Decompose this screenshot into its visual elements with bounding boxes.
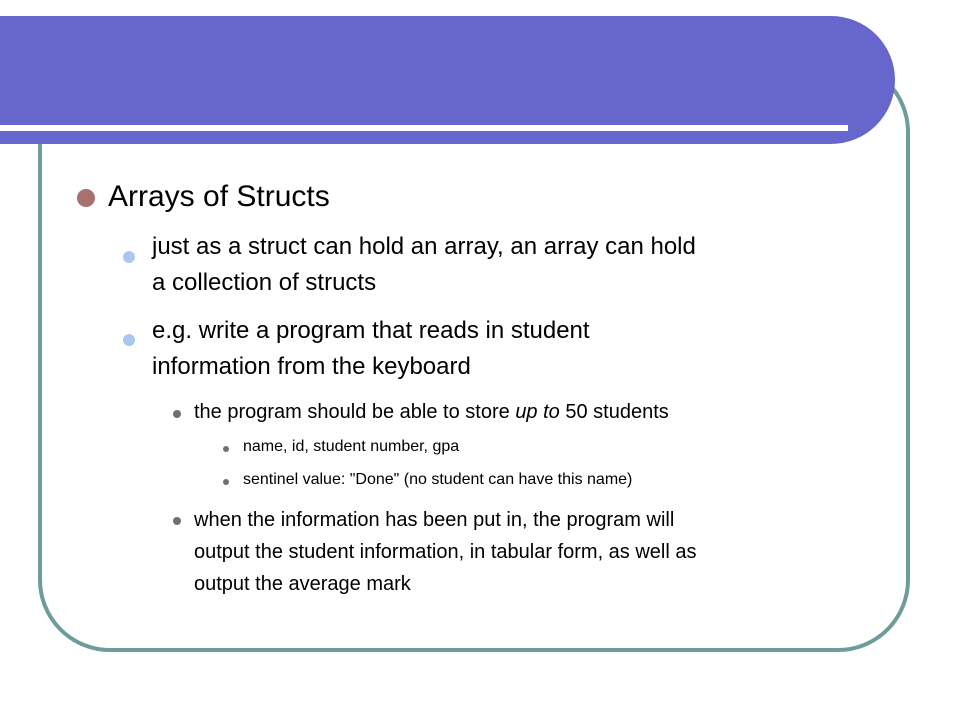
bullet-dot-level4 [223,446,229,452]
point1-line1: just as a struct can hold an array, an array can hold [152,233,696,260]
subsub2-text: sentinel value: "Done" (no student can have this name) [243,471,633,488]
bullet-dot-level3 [173,410,181,418]
sub2-line2: output the student information, in tabular form, as well as [194,541,697,563]
point1-line2: a collection of structs [152,269,377,296]
point2-line2: information from the keyboard [152,353,471,380]
sub2-line1: when the information has been put in, the program will [194,509,675,531]
sub1-emphasis: up to [515,401,560,423]
bullet-dot-level1 [77,189,95,207]
bullet-dot-level2 [123,251,135,263]
sub1-text [194,399,669,425]
bullet-dot-level4 [223,479,229,485]
sub1-text-start: the program should be able to store [194,401,516,423]
bullet-dot-level3 [173,517,181,525]
subsub1-text: name, id, student number, gpa [243,438,460,455]
bullet-dot-level2 [123,334,135,346]
sub1-text-end: 50 students [559,401,669,423]
sub2-line3: output the average mark [194,573,411,595]
point2-line1: e.g. write a program that reads in student [152,317,590,344]
heading-text: Arrays of Structs [108,180,330,213]
